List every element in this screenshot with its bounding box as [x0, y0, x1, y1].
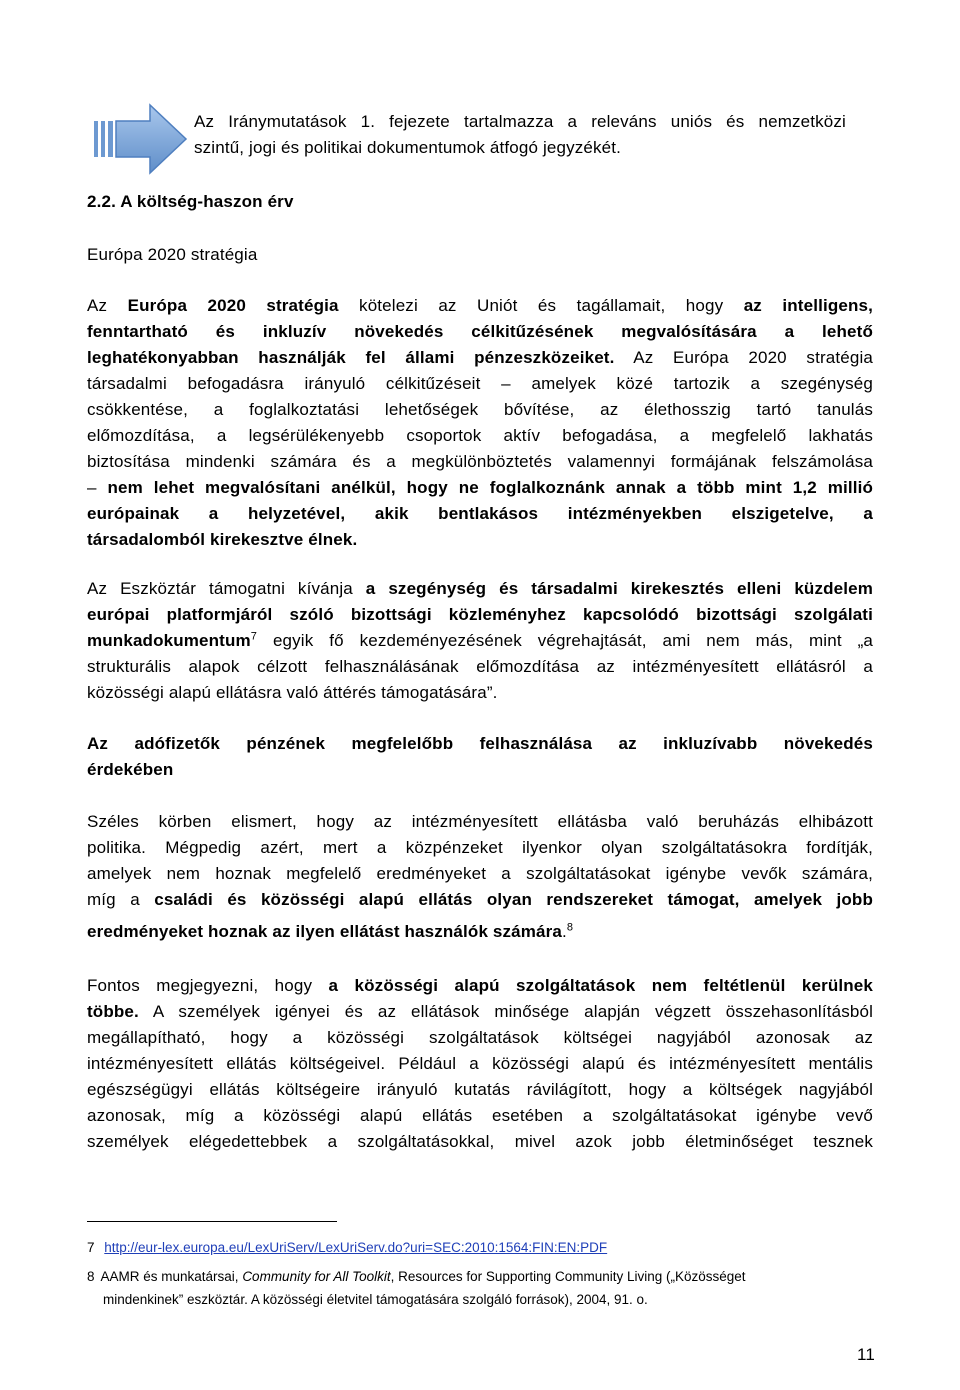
text-line: előmozdítása, a legsérülékenyebb csoportok aktív befogadása, a megfelelő lakhatás — [87, 426, 873, 445]
text-line: intézményesített ellátás költségeivel. Például a közösségi alapú és intézményesített mentális — [87, 1054, 873, 1073]
footnote-number: 7 — [87, 1240, 95, 1255]
section-heading: 2.2. A költség-haszon érv — [87, 192, 294, 211]
right-arrow-icon — [92, 103, 188, 175]
text-line: többe. A személyek igényei és az ellátások minősége alapján végzett összehasonlításból — [87, 1002, 873, 1021]
text-line: megállapítható, hogy a közösségi szolgáltatások költségei nagyjából azonosak az — [87, 1028, 873, 1047]
text-line: európainak a helyzetével, akik bentlakásos intézményekben elszigetelve, a — [87, 504, 873, 523]
text-line: társadalomból kirekesztve élnek. — [87, 530, 358, 549]
text-line: közösségi alapú ellátásra való áttérés támogatására”. — [87, 683, 498, 702]
text-line: egészségügyi ellátás költségeire irányuló kutatás rávilágított, hogy a költségek nagyjából — [87, 1080, 873, 1099]
text-line: strukturális alapok célzott felhasználásának előmozdítása az intézményesített ellátásról a — [87, 657, 873, 676]
text-line: – nem lehet megvalósítani anélkül, hogy ne foglalkoznánk annak a több mint 1,2 millió — [87, 478, 873, 497]
text-line: mindenkinek” eszköztár. A közösségi életvitel támogatására szolgáló források), 2004, 91. o. — [103, 1292, 648, 1307]
text-line: politika. Mégpedig azért, mert a közpénzeket ilyenkor olyan szolgáltatásokra fordítják, — [87, 838, 873, 857]
callout-text — [194, 109, 846, 161]
text-line: azonosak, míg a közösségi alapú ellátás esetében a szolgáltatásokat igénybe vevő — [87, 1106, 873, 1125]
section-subheading: Európa 2020 stratégia — [87, 245, 258, 264]
text-line: személyek elégedettebbek a szolgáltatásokkal, mivel azok jobb életminőséget tesznek — [87, 1132, 873, 1151]
footnote-number: 8 — [87, 1269, 95, 1284]
text-line: érdekében — [87, 760, 174, 779]
text-line: eredményeket hoznak az ilyen ellátást használók számára.$^8$ — [87, 921, 574, 941]
text-line: Fontos megjegyezni, hogy a közösségi alapú szolgáltatások nem feltétlenül kerülnek — [87, 976, 873, 995]
footnote-link[interactable]: http://eur-lex.europa.eu/LexUriServ/LexUriServ.do?uri=SEC:2010:1564:FIN:EN:PDF — [104, 1240, 608, 1255]
text-line: biztosítása mindenki számára és a megkülönböztetés valamennyi formájának felszámolása — [87, 452, 873, 471]
subsection-heading — [87, 731, 873, 783]
text-line: Az Eszköztár támogatni kívánja a szegénység és társadalmi kirekesztés elleni küzdelem — [87, 579, 873, 598]
callout-line: Az Iránymutatások 1. fejezete tartalmazza a releváns uniós és nemzetközi — [194, 112, 846, 131]
paragraph-1 — [87, 293, 873, 553]
text-line: Az Európa 2020 stratégia kötelezi az Uniót és tagállamait, hogy az intelligens, — [87, 296, 873, 315]
text-line: munkadokumentum$^7$ egyik fő kezdeményezésének végrehajtását, ami nem más, mint „a — [87, 630, 873, 650]
footnote-ref-7[interactable]: 7 — [250, 630, 258, 643]
footnote-7 — [87, 1236, 607, 1259]
text-line: fenntartható és inkluzív növekedés célkitűzésének megvalósítására a lehető — [87, 322, 873, 341]
footnote-separator — [87, 1221, 337, 1222]
footnote-8 — [87, 1265, 873, 1311]
text-line: 8 AAMR és munkatársai, Community for All Toolkit, Resources for Supporting Community Living („Közösséget — [87, 1269, 746, 1284]
callout-line: szintű, jogi és politikai dokumentumok átfogó jegyzékét. — [194, 138, 622, 157]
text-line: Az adófizetők pénzének megfelelőbb felhasználása az inkluzívabb növekedés — [87, 734, 873, 753]
text-line: társadalmi befogadásra irányuló célkitűzéseit – amelyek közé tartozik a szegénység — [87, 374, 873, 393]
text-line: Széles körben elismert, hogy az intézményesített ellátásba való beruházás elhibázott — [87, 812, 873, 831]
text-line: csökkentése, a foglalkoztatási lehetőségek bővítése, az élethosszig tartó tanulás — [87, 400, 873, 419]
text-line: európai platformjáról szóló bizottsági közleményhez kapcsolódó bizottsági szolgálati — [87, 605, 873, 624]
text-line: míg a családi és közösségi alapú ellátás olyan rendszereket támogat, amelyek jobb — [87, 890, 874, 909]
footnote-ref-8[interactable]: 8 — [566, 921, 574, 934]
paragraph-2 — [87, 576, 873, 706]
paragraph-4 — [87, 973, 873, 1155]
paragraph-3 — [87, 809, 873, 945]
page-number: 11 — [857, 1345, 875, 1364]
text-line: amelyek nem hoznak megfelelő eredményeket a szolgáltatásokat igénybe vevők számára, — [87, 864, 873, 883]
text-line: leghatékonyabban használják fel állami pénzeszközeiket. Az Európa 2020 stratégia — [87, 348, 873, 367]
